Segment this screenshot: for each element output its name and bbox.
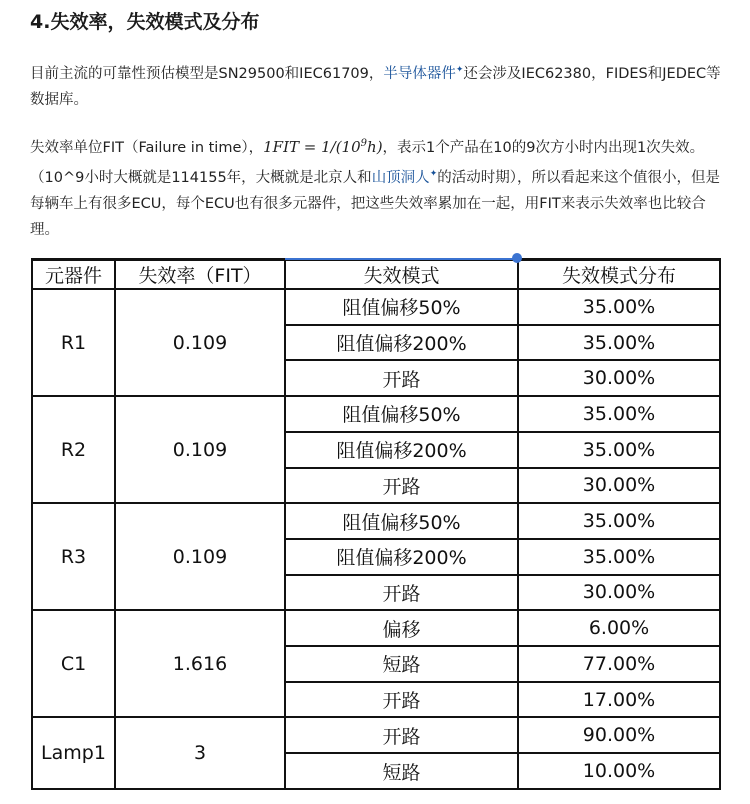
failure-mode-cell: 开路 [285, 360, 518, 396]
header-component: 元器件 [32, 260, 115, 290]
fit-cell: 3 [115, 717, 285, 789]
section-heading: 4.失效率，失效模式及分布 [30, 11, 260, 33]
component-cell: R3 [32, 503, 115, 610]
fit-table-container [31, 258, 719, 790]
paragraph-text: 的活动时期），所以看起来这个值很小，但是每辆车上有很多ECU，每个ECU也有很多元器件，把这些失效率累加在一起，用FIT来表示失效率也比较合理。 [30, 169, 720, 238]
failure-mode-cell: 偏移 [285, 610, 518, 646]
component-cell: Lamp1 [32, 717, 115, 789]
component-cell: R1 [32, 289, 115, 396]
distribution-cell: 17.00% [518, 682, 720, 718]
table-row [32, 396, 720, 432]
sparkle-icon: ✦ [429, 169, 438, 179]
failure-mode-cell: 阻值偏移50% [285, 503, 518, 539]
fit-cell: 0.109 [115, 396, 285, 503]
header-distribution: 失效模式分布 [518, 260, 720, 290]
distribution-cell: 35.00% [518, 325, 720, 361]
fit-cell: 0.109 [115, 503, 285, 610]
table-row [32, 289, 720, 325]
failure-mode-cell: 阻值偏移200% [285, 539, 518, 575]
paragraph-text: 失效率单位FIT（Failure in time）， [30, 140, 264, 156]
sparkle-icon: ✦ [455, 65, 464, 75]
distribution-cell: 10.00% [518, 753, 720, 789]
distribution-cell: 35.00% [518, 432, 720, 468]
distribution-cell: 35.00% [518, 289, 720, 325]
paragraph-models [30, 57, 730, 113]
failure-mode-cell: 开路 [285, 682, 518, 718]
failure-mode-cell: 阻值偏移200% [285, 432, 518, 468]
failure-mode-cell: 阻值偏移200% [285, 325, 518, 361]
distribution-cell: 77.00% [518, 646, 720, 682]
paragraph-text: ，表示1个产品在10的9次方小时内出现1次失效。（10^9小时大概就是114155年，大概就是北京人和 [30, 140, 705, 186]
component-cell: C1 [32, 610, 115, 717]
failure-mode-cell: 短路 [285, 646, 518, 682]
header-fit: 失效率（FIT） [115, 260, 285, 290]
table-row [32, 503, 720, 539]
failure-mode-cell: 开路 [285, 717, 518, 753]
failure-mode-cell: 开路 [285, 468, 518, 504]
distribution-cell: 30.00% [518, 468, 720, 504]
distribution-cell: 35.00% [518, 503, 720, 539]
fit-cell: 0.109 [115, 289, 285, 396]
selection-handle[interactable] [512, 253, 522, 263]
distribution-cell: 6.00% [518, 610, 720, 646]
failure-mode-cell: 阻值偏移50% [285, 289, 518, 325]
distribution-cell: 30.00% [518, 575, 720, 611]
paragraph-text: 目前主流的可靠性预估模型是SN29500和IEC61709， [30, 65, 384, 82]
distribution-cell: 35.00% [518, 539, 720, 575]
fit-formula: $1FIT = 1/(10^9h)$ [263, 138, 383, 156]
shandingdong-link[interactable]: 山顶洞人 [371, 169, 430, 186]
table-header-row [32, 260, 720, 290]
fit-cell: 1.616 [115, 610, 285, 717]
table-row [32, 610, 720, 646]
failure-mode-cell: 短路 [285, 753, 518, 789]
table-row [32, 717, 720, 753]
paragraph-fit [30, 131, 730, 243]
failure-mode-cell: 阻值偏移50% [285, 396, 518, 432]
distribution-cell: 30.00% [518, 360, 720, 396]
cell-selection-border [285, 258, 518, 260]
distribution-cell: 90.00% [518, 717, 720, 753]
paragraph-text: 还会涉及IEC62380，FIDES和JEDEC等数据库。 [30, 65, 721, 108]
distribution-cell: 35.00% [518, 396, 720, 432]
header-failure-mode[interactable]: 失效模式 [285, 260, 518, 290]
semiconductor-link[interactable]: 半导体器件 [383, 65, 456, 82]
failure-mode-cell: 开路 [285, 575, 518, 611]
fit-table [31, 258, 721, 790]
component-cell: R2 [32, 396, 115, 503]
